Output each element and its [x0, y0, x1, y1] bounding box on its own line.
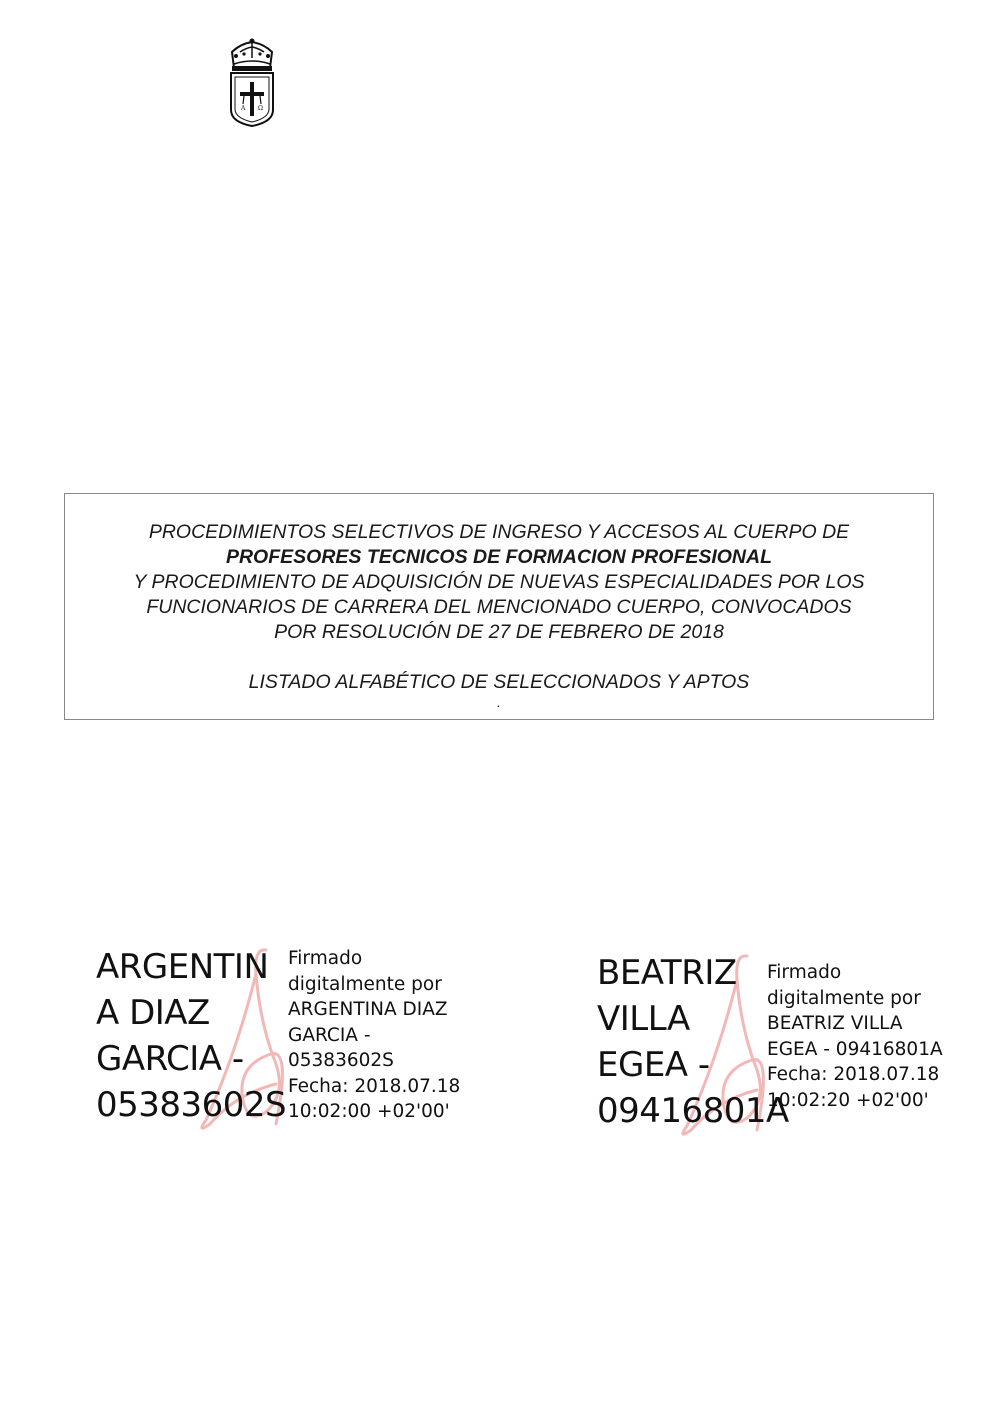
signature-detail-line: digitalmente por: [288, 973, 442, 995]
signer-name: [96, 944, 286, 1128]
signature-time-line: 10:02:20 +02'00': [767, 1089, 929, 1111]
title-line-2-body-name: PROFESORES TECNICOS DE FORMACION PROFESIONAL: [225, 546, 773, 568]
signer-name-line: GARCIA -: [96, 1039, 244, 1079]
svg-text:Ω: Ω: [258, 105, 263, 112]
signature-details: [288, 946, 460, 1125]
digital-signature-block: [96, 944, 476, 1144]
svg-text:A: A: [241, 105, 246, 112]
signer-name-line: 09416801A: [597, 1091, 789, 1131]
list-subtitle: LISTADO ALFABÉTICO DE SELECCIONADOS Y APTOS: [248, 671, 750, 693]
signature-detail-line: digitalmente por: [767, 987, 921, 1009]
signer-name-line: 05383602S: [96, 1085, 287, 1125]
signer-name-line: VILLA: [597, 999, 690, 1039]
document-title-box: [64, 493, 934, 720]
signature-date-line: Fecha: 2018.07.18: [767, 1064, 940, 1085]
title-spacer: [65, 645, 933, 670]
signer-name-line: BEATRIZ: [597, 953, 737, 993]
signature-detail-line: BEATRIZ VILLA: [767, 1013, 903, 1034]
trailing-dot: .: [497, 694, 501, 710]
signature-details: [767, 960, 943, 1113]
signer-name-line: A DIAZ: [96, 993, 210, 1033]
signature-detail-line: Firmado: [288, 948, 363, 969]
signature-date-line: Fecha: 2018.07.18: [288, 1075, 461, 1097]
signature-detail-line: 05383602S: [288, 1050, 394, 1071]
title-line-4: FUNCIONARIOS DE CARRERA DEL MENCIONADO CUERPO, CONVOCADOS: [146, 596, 852, 618]
title-line-5: POR RESOLUCIÓN DE 27 DE FEBRERO DE 2018: [274, 621, 724, 643]
signer-name-line: EGEA -: [597, 1045, 710, 1085]
signature-detail-line: Firmado: [767, 962, 842, 983]
signature-detail-line: EGEA - 09416801A: [767, 1038, 943, 1060]
title-line-1: PROCEDIMIENTOS SELECTIVOS DE INGRESO Y ACCESOS AL CUERPO DE: [148, 521, 850, 543]
signer-name-line: ARGENTIN: [96, 947, 269, 987]
signer-name: [597, 950, 789, 1134]
coat-of-arms-icon: [226, 38, 278, 128]
signature-detail-line: GARCIA -: [288, 1024, 371, 1046]
title-line-3: Y PROCEDIMIENTO DE ADQUISICIÓN DE NUEVAS ESPECIALIDADES POR LOS: [133, 571, 865, 593]
signature-time-line: 10:02:00 +02'00': [288, 1101, 450, 1122]
signature-detail-line: ARGENTINA DIAZ: [288, 999, 448, 1020]
digital-signature-block: [597, 950, 957, 1150]
